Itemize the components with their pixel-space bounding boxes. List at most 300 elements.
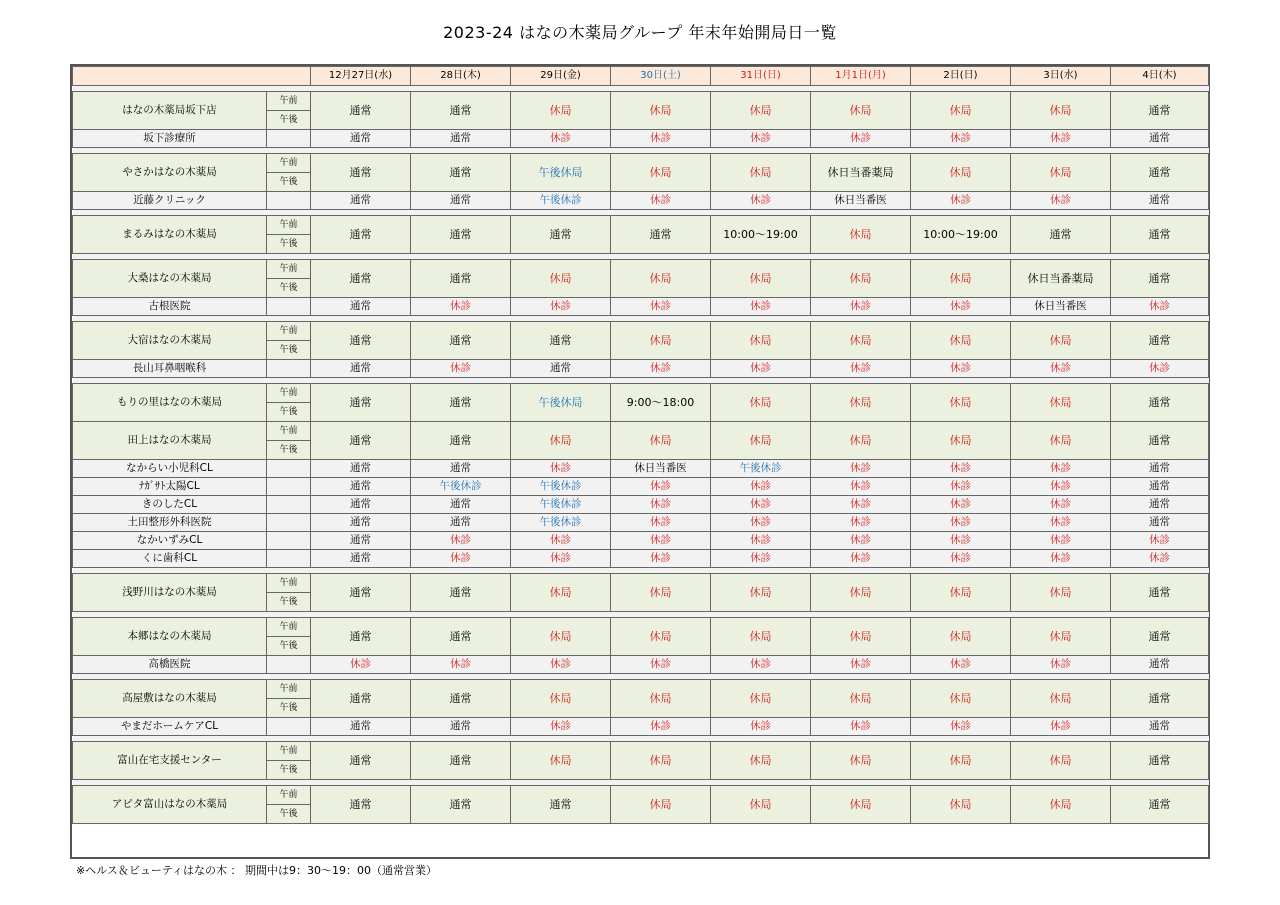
pharmacy-name: もりの里はなの木薬局	[73, 384, 267, 422]
status-cell: 休診	[511, 298, 611, 316]
clinic-row	[73, 496, 1209, 514]
status-cell: 午後休診	[411, 478, 511, 496]
pm-label: 午後	[267, 761, 311, 780]
status-cell: 午後休局	[511, 384, 611, 422]
status-cell: 通常	[411, 92, 511, 130]
pharmacy-row	[73, 384, 1209, 403]
am-label: 午前	[267, 742, 311, 761]
status-cell: 休診	[411, 298, 511, 316]
status-cell: 休局	[811, 92, 911, 130]
clinic-row	[73, 514, 1209, 532]
status-cell: 通常	[311, 742, 411, 780]
status-cell: 休局	[611, 786, 711, 824]
am-label: 午前	[267, 322, 311, 341]
status-cell: 休診	[1011, 360, 1111, 378]
status-cell: 休診	[511, 550, 611, 568]
status-cell: 休局	[811, 260, 911, 298]
status-cell: 通常	[1111, 384, 1209, 422]
status-cell: 休診	[411, 532, 511, 550]
status-cell: 通常	[311, 422, 411, 460]
status-cell: 通常	[511, 216, 611, 254]
pharmacy-name: はなの木薬局坂下店	[73, 92, 267, 130]
date-header: 28日(木)	[411, 67, 511, 86]
am-label: 午前	[267, 786, 311, 805]
status-cell: 休診	[1111, 550, 1209, 568]
clinic-spacer	[267, 478, 311, 496]
pharmacy-name: 本郷はなの木薬局	[73, 618, 267, 656]
clinic-row	[73, 360, 1209, 378]
am-label: 午前	[267, 260, 311, 279]
pm-label: 午後	[267, 111, 311, 130]
status-cell: 休診	[711, 656, 811, 674]
pharmacy-name: アピタ富山はなの木薬局	[73, 786, 267, 824]
status-cell: 通常	[311, 460, 411, 478]
status-cell: 休診	[811, 514, 911, 532]
status-cell: 午後休診	[511, 478, 611, 496]
am-label: 午前	[267, 384, 311, 403]
status-cell: 休診	[711, 192, 811, 210]
status-cell: 休局	[1011, 618, 1111, 656]
status-cell: 休診	[411, 550, 511, 568]
status-cell: 休局	[911, 384, 1011, 422]
status-cell: 通常	[311, 298, 411, 316]
date-header: 3日(水)	[1011, 67, 1111, 86]
pharmacy-row	[73, 680, 1209, 699]
status-cell: 通常	[511, 322, 611, 360]
clinic-name: きのしたCL	[73, 496, 267, 514]
status-cell: 休診	[711, 550, 811, 568]
status-cell: 休診	[711, 130, 811, 148]
status-cell: 休診	[1011, 656, 1111, 674]
clinic-spacer	[267, 532, 311, 550]
am-label: 午前	[267, 618, 311, 637]
status-cell: 通常	[1111, 786, 1209, 824]
status-cell: 休局	[811, 216, 911, 254]
schedule-table-frame	[70, 64, 1210, 859]
status-cell: 午後休診	[711, 460, 811, 478]
status-cell: 休診	[1011, 192, 1111, 210]
status-cell: 通常	[411, 384, 511, 422]
status-cell: 休診	[411, 360, 511, 378]
clinic-name: 近藤クリニック	[73, 192, 267, 210]
page-title: 2023-24 はなの木薬局グループ 年末年始開局日一覧	[443, 23, 837, 42]
date-header: 31日(日)	[711, 67, 811, 86]
status-cell: 通常	[411, 718, 511, 736]
pharmacy-row	[73, 618, 1209, 637]
status-cell: 休局	[911, 742, 1011, 780]
clinic-name: ﾅｶﾞｻﾄ太陽CL	[73, 478, 267, 496]
status-cell: 通常	[1111, 322, 1209, 360]
status-cell: 休局	[1011, 384, 1111, 422]
status-cell: 休局	[1011, 786, 1111, 824]
pharmacy-name: 浅野川はなの木薬局	[73, 574, 267, 612]
status-cell: 休診	[911, 460, 1011, 478]
pm-label: 午後	[267, 173, 311, 192]
status-cell: 通常	[1111, 718, 1209, 736]
status-cell: 休局	[1011, 680, 1111, 718]
status-cell: 休局	[811, 786, 911, 824]
status-cell: 休局	[1011, 742, 1111, 780]
status-cell: 休局	[711, 574, 811, 612]
status-cell: 休診	[1111, 298, 1209, 316]
status-cell: 休局	[611, 742, 711, 780]
date-header: 12月27日(水)	[311, 67, 411, 86]
status-cell: 通常	[1111, 514, 1209, 532]
date-header: 29日(金)	[511, 67, 611, 86]
status-cell: 通常	[311, 360, 411, 378]
status-cell: 休診	[911, 718, 1011, 736]
clinic-row	[73, 298, 1209, 316]
status-cell: 休局	[611, 422, 711, 460]
status-cell: 休診	[1111, 532, 1209, 550]
status-cell: 午後休診	[511, 496, 611, 514]
clinic-spacer	[267, 360, 311, 378]
status-cell: 午後休診	[511, 514, 611, 532]
status-cell: 休診	[811, 298, 911, 316]
status-cell: 休診	[1011, 550, 1111, 568]
status-cell: 10:00～19:00	[911, 216, 1011, 254]
status-cell: 休診	[711, 478, 811, 496]
status-cell: 通常	[511, 786, 611, 824]
status-cell: 休局	[711, 322, 811, 360]
clinic-spacer	[267, 514, 311, 532]
status-cell: 通常	[1111, 260, 1209, 298]
status-cell: 休診	[1011, 496, 1111, 514]
pharmacy-row	[73, 216, 1209, 235]
status-cell: 通常	[311, 216, 411, 254]
status-cell: 休診	[511, 656, 611, 674]
status-cell: 休局	[911, 260, 1011, 298]
status-cell: 通常	[411, 618, 511, 656]
header-row	[73, 67, 1209, 86]
status-cell: 通常	[1111, 478, 1209, 496]
status-cell: 通常	[1111, 680, 1209, 718]
status-cell: 午後休局	[511, 154, 611, 192]
header-corner	[73, 67, 311, 86]
status-cell: 休診	[811, 460, 911, 478]
status-cell: 通常	[1111, 154, 1209, 192]
status-cell: 休局	[911, 154, 1011, 192]
status-cell: 休診	[611, 130, 711, 148]
status-cell: 通常	[411, 216, 511, 254]
status-cell: 通常	[411, 422, 511, 460]
status-cell: 休診	[611, 496, 711, 514]
status-cell: 通常	[1111, 192, 1209, 210]
status-cell: 休診	[711, 360, 811, 378]
status-cell: 通常	[311, 384, 411, 422]
status-cell: 通常	[411, 460, 511, 478]
status-cell: 通常	[411, 680, 511, 718]
status-cell: 休診	[611, 478, 711, 496]
status-cell: 休診	[811, 496, 911, 514]
status-cell: 通常	[311, 192, 411, 210]
status-cell: 通常	[311, 478, 411, 496]
status-cell: 通常	[311, 260, 411, 298]
clinic-row	[73, 478, 1209, 496]
status-cell: 休診	[511, 460, 611, 478]
status-cell: 通常	[311, 92, 411, 130]
status-cell: 通常	[411, 786, 511, 824]
clinic-name: なからい小児科CL	[73, 460, 267, 478]
status-cell: 通常	[411, 574, 511, 612]
status-cell: 休診	[911, 298, 1011, 316]
status-cell: 通常	[611, 216, 711, 254]
status-cell: 休局	[811, 384, 911, 422]
clinic-row	[73, 532, 1209, 550]
status-cell: 休局	[511, 260, 611, 298]
status-cell: 休診	[1011, 514, 1111, 532]
status-cell: 休局	[711, 384, 811, 422]
status-cell: 休日当番医	[1011, 298, 1111, 316]
status-cell: 休局	[711, 260, 811, 298]
status-cell: 休局	[711, 422, 811, 460]
status-cell: 休診	[611, 298, 711, 316]
status-cell: 休局	[711, 618, 811, 656]
status-cell: 休診	[811, 656, 911, 674]
status-cell: 通常	[311, 496, 411, 514]
schedule-table	[72, 66, 1209, 824]
am-label: 午前	[267, 154, 311, 173]
status-cell: 通常	[311, 618, 411, 656]
status-cell: 通常	[311, 532, 411, 550]
status-cell: 休診	[811, 360, 911, 378]
status-cell: 休診	[1011, 718, 1111, 736]
pharmacy-name: まるみはなの木薬局	[73, 216, 267, 254]
status-cell: 休診	[1111, 360, 1209, 378]
pm-label: 午後	[267, 805, 311, 824]
clinic-name: やまだホームケアCL	[73, 718, 267, 736]
clinic-name: くに歯科CL	[73, 550, 267, 568]
status-cell: 休局	[611, 618, 711, 656]
status-cell: 休局	[1011, 322, 1111, 360]
pm-label: 午後	[267, 235, 311, 254]
pharmacy-row	[73, 260, 1209, 279]
status-cell: 休診	[411, 656, 511, 674]
status-cell: 休診	[911, 550, 1011, 568]
status-cell: 午後休診	[511, 192, 611, 210]
status-cell: 通常	[411, 514, 511, 532]
status-cell: 休局	[811, 618, 911, 656]
status-cell: 休診	[811, 718, 911, 736]
status-cell: 休局	[511, 92, 611, 130]
am-label: 午前	[267, 422, 311, 441]
status-cell: 休診	[911, 496, 1011, 514]
status-cell: 通常	[1111, 216, 1209, 254]
status-cell: 休局	[911, 92, 1011, 130]
status-cell: 休診	[511, 718, 611, 736]
status-cell: 通常	[411, 154, 511, 192]
status-cell: 休診	[711, 496, 811, 514]
status-cell: 通常	[1111, 92, 1209, 130]
status-cell: 休診	[611, 514, 711, 532]
status-cell: 通常	[1111, 422, 1209, 460]
clinic-row	[73, 656, 1209, 674]
status-cell: 休診	[711, 532, 811, 550]
status-cell: 休局	[611, 322, 711, 360]
status-cell: 通常	[311, 322, 411, 360]
am-label: 午前	[267, 216, 311, 235]
pm-label: 午後	[267, 403, 311, 422]
pharmacy-row	[73, 786, 1209, 805]
status-cell: 休診	[1011, 460, 1111, 478]
status-cell: 9:00～18:00	[611, 384, 711, 422]
status-cell: 通常	[411, 192, 511, 210]
am-label: 午前	[267, 680, 311, 699]
clinic-name: なかいずみCL	[73, 532, 267, 550]
date-header: 4日(木)	[1111, 67, 1209, 86]
status-cell: 休診	[611, 192, 711, 210]
pm-label: 午後	[267, 441, 311, 460]
pharmacy-name: 高屋敷はなの木薬局	[73, 680, 267, 718]
status-cell: 通常	[411, 742, 511, 780]
pm-label: 午後	[267, 279, 311, 298]
pharmacy-name: 大宿はなの木薬局	[73, 322, 267, 360]
status-cell: 10:00～19:00	[711, 216, 811, 254]
date-header: 30日(土)	[611, 67, 711, 86]
clinic-spacer	[267, 718, 311, 736]
pharmacy-name: やさかはなの木薬局	[73, 154, 267, 192]
date-header: 2日(日)	[911, 67, 1011, 86]
clinic-name: 長山耳鼻咽喉科	[73, 360, 267, 378]
status-cell: 休局	[811, 742, 911, 780]
status-cell: 休局	[611, 260, 711, 298]
status-cell: 休局	[511, 680, 611, 718]
status-cell: 通常	[1111, 130, 1209, 148]
pharmacy-row	[73, 422, 1209, 441]
status-cell: 通常	[411, 322, 511, 360]
pm-label: 午後	[267, 593, 311, 612]
clinic-name: 古根医院	[73, 298, 267, 316]
status-cell: 通常	[311, 154, 411, 192]
status-cell: 休診	[311, 656, 411, 674]
clinic-name: 坂下診療所	[73, 130, 267, 148]
status-cell: 休局	[611, 92, 711, 130]
status-cell: 休診	[611, 532, 711, 550]
status-cell: 休日当番医	[811, 192, 911, 210]
status-cell: 休診	[811, 478, 911, 496]
status-cell: 休局	[1011, 422, 1111, 460]
status-cell: 休局	[911, 422, 1011, 460]
pm-label: 午後	[267, 341, 311, 360]
status-cell: 通常	[311, 786, 411, 824]
status-cell: 休局	[911, 322, 1011, 360]
clinic-row	[73, 550, 1209, 568]
status-cell: 休診	[911, 130, 1011, 148]
status-cell: 休局	[611, 154, 711, 192]
pm-label: 午後	[267, 699, 311, 718]
pharmacy-row	[73, 92, 1209, 111]
clinic-spacer	[267, 656, 311, 674]
pharmacy-name: 田上はなの木薬局	[73, 422, 267, 460]
am-label: 午前	[267, 574, 311, 593]
status-cell: 休診	[611, 550, 711, 568]
status-cell: 通常	[411, 496, 511, 514]
status-cell: 休局	[911, 618, 1011, 656]
status-cell: 休局	[1011, 154, 1111, 192]
date-header: 1月1日(月)	[811, 67, 911, 86]
status-cell: 休局	[711, 680, 811, 718]
status-cell: 休局	[911, 680, 1011, 718]
status-cell: 休診	[911, 360, 1011, 378]
status-cell: 休診	[611, 718, 711, 736]
status-cell: 通常	[311, 574, 411, 612]
status-cell: 休局	[611, 574, 711, 612]
pharmacy-row	[73, 742, 1209, 761]
status-cell: 休日当番医	[611, 460, 711, 478]
status-cell: 休診	[811, 532, 911, 550]
status-cell: 休局	[711, 786, 811, 824]
status-cell: 休局	[811, 322, 911, 360]
status-cell: 休局	[711, 92, 811, 130]
status-cell: 通常	[1111, 574, 1209, 612]
status-cell: 通常	[1111, 742, 1209, 780]
clinic-spacer	[267, 496, 311, 514]
status-cell: 休局	[911, 574, 1011, 612]
status-cell: 休局	[811, 422, 911, 460]
status-cell: 休局	[811, 574, 911, 612]
status-cell: 通常	[311, 130, 411, 148]
status-cell: 通常	[311, 514, 411, 532]
clinic-spacer	[267, 550, 311, 568]
status-cell: 休診	[811, 550, 911, 568]
status-cell: 休診	[511, 130, 611, 148]
status-cell: 休局	[511, 742, 611, 780]
status-cell: 休診	[711, 298, 811, 316]
status-cell: 通常	[1111, 496, 1209, 514]
pharmacy-row	[73, 322, 1209, 341]
pharmacy-name: 大桑はなの木薬局	[73, 260, 267, 298]
status-cell: 通常	[1111, 460, 1209, 478]
status-cell: 通常	[311, 680, 411, 718]
status-cell: 休局	[511, 618, 611, 656]
clinic-spacer	[267, 460, 311, 478]
pharmacy-name: 富山在宅支援センター	[73, 742, 267, 780]
status-cell: 通常	[411, 260, 511, 298]
clinic-name: 土田整形外科医院	[73, 514, 267, 532]
clinic-name: 高橋医院	[73, 656, 267, 674]
status-cell: 休局	[1011, 92, 1111, 130]
status-cell: 休診	[611, 656, 711, 674]
status-cell: 休診	[811, 130, 911, 148]
status-cell: 休局	[511, 422, 611, 460]
status-cell: 通常	[1111, 656, 1209, 674]
clinic-spacer	[267, 298, 311, 316]
status-cell: 休局	[1011, 574, 1111, 612]
status-cell: 休診	[911, 192, 1011, 210]
status-cell: 通常	[1011, 216, 1111, 254]
status-cell: 通常	[311, 718, 411, 736]
status-cell: 休局	[611, 680, 711, 718]
status-cell: 休診	[511, 532, 611, 550]
status-cell: 休診	[911, 656, 1011, 674]
clinic-row	[73, 718, 1209, 736]
status-cell: 休診	[1011, 478, 1111, 496]
status-cell: 休日当番薬局	[811, 154, 911, 192]
status-cell: 休診	[1011, 532, 1111, 550]
status-cell: 休診	[911, 514, 1011, 532]
clinic-spacer	[267, 192, 311, 210]
footnote: ※ヘルス＆ビューティはなの木 ： 期間中は9：30～19：00（通常営業）	[76, 864, 437, 877]
status-cell: 休日当番薬局	[1011, 260, 1111, 298]
pharmacy-row	[73, 574, 1209, 593]
status-cell: 通常	[1111, 618, 1209, 656]
status-cell: 通常	[411, 130, 511, 148]
status-cell: 休局	[511, 574, 611, 612]
clinic-spacer	[267, 130, 311, 148]
status-cell: 休診	[911, 478, 1011, 496]
status-cell: 通常	[311, 550, 411, 568]
clinic-row	[73, 192, 1209, 210]
